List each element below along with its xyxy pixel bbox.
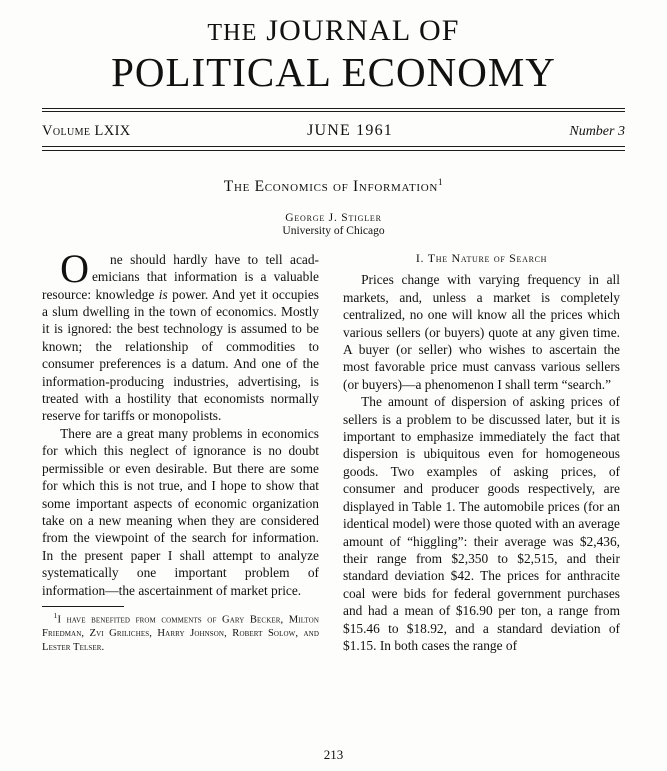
column-left	[42, 245, 319, 655]
footnote-marker: 1	[53, 611, 58, 621]
masthead-rule-top-thin	[42, 111, 625, 112]
page-number: 213	[323, 747, 344, 762]
article-title	[42, 177, 625, 196]
masthead	[42, 14, 625, 96]
article-author: George J. Stigler	[285, 211, 382, 224]
masthead-rule-bottom	[42, 146, 625, 147]
paragraph-right-2: The amount of dispersion of asking prices of sellers is a problem to be discussed later, but it is important to emphasize immediately the fact that dispersion is ubiquitous even for homogeneous goods. Two examples of asking prices, of consumer and producer goods respectively, are displayed in Table 1. The automobile prices (for an identical model) were those quoted with an average amount of “higgling”: their average was $2,436, their range from $2,350 to $2,515, and their standard deviation $42. The prices for anthracite coal were bids for federal government purchases and had a mean of $16.90 per ton, a range from $15.46 to $18.92, and a standard deviation of $1.15. In both cases the range of	[343, 394, 620, 654]
column-right	[343, 251, 620, 655]
journal-title-line-2: POLITICAL ECONOMY	[111, 48, 556, 95]
paragraph-right-1: Prices change with varying frequency in all markets, and, unless a market is completely centralized, no one will know all the prices which various sellers (or buyers) quote at any given time. A buyer (or seller) who wishes to ascertain the most favorable price must canvass various sellers (or buyers)—a phenomenon I shall term “search.”	[343, 272, 620, 392]
journal-title-the: THE	[207, 20, 258, 46]
drop-cap: O	[60, 245, 89, 291]
journal-title-line-1	[42, 14, 625, 48]
masthead-rule-top	[42, 108, 625, 109]
journal-title-journal-of: JOURNAL OF	[266, 14, 460, 47]
footnote-rule	[42, 606, 124, 607]
issue-number: Number 3	[569, 124, 625, 139]
paragraph-opening-text: emicians that information is a valuable resource: knowledge	[42, 269, 319, 302]
paragraph-opening-lead: ne should hardly have to tell acad-	[110, 251, 319, 267]
section-heading: I. The Nature of Search	[415, 250, 548, 265]
issue-bar	[42, 122, 625, 140]
article-affiliation: University of Chicago	[282, 224, 385, 237]
paragraph-opening-italic: is	[158, 286, 168, 302]
article-body	[42, 245, 625, 655]
footnote-block	[42, 606, 319, 654]
masthead-rule-bottom-thin	[42, 150, 625, 151]
article-title-footnote-marker: 1	[438, 176, 444, 187]
issue-date: JUNE 1961	[307, 122, 393, 139]
article-title-text: The Economics of Information	[223, 177, 439, 195]
issue-volume: Volume LXIX	[42, 123, 131, 139]
footnote-text	[42, 611, 319, 654]
paragraph-opening-cont: power. And yet it occupies a slum dwelling in the town of economics. Mostly it is ignored: the best technology is assumed to be known; the relationship of commodities to consumer preferences is a datum. And one of the information-producing industries, advertising, is treated with a hostility that economists normally reserve for tariffs or monopolists.	[42, 286, 319, 424]
footnote-body: I have benefited from comments of Gary Becker, Milton Friedman, Zvi Griliches, Harry Johnson, Robert Solow, and Lester Telser.	[42, 614, 319, 653]
paragraph-opening	[42, 245, 319, 425]
paragraph-left-2: There are a great many problems in economics for which this neglect of ignorance is no doubt permissible or even desirable. But there are some for which this is not true, and I hope to show that some important aspects of economic organization take on a new meaning when they are considered from the viewpoint of the search for information. In the present paper I shall attempt to analyze systematically one important problem of information—the ascertainment of market price.	[42, 425, 319, 598]
